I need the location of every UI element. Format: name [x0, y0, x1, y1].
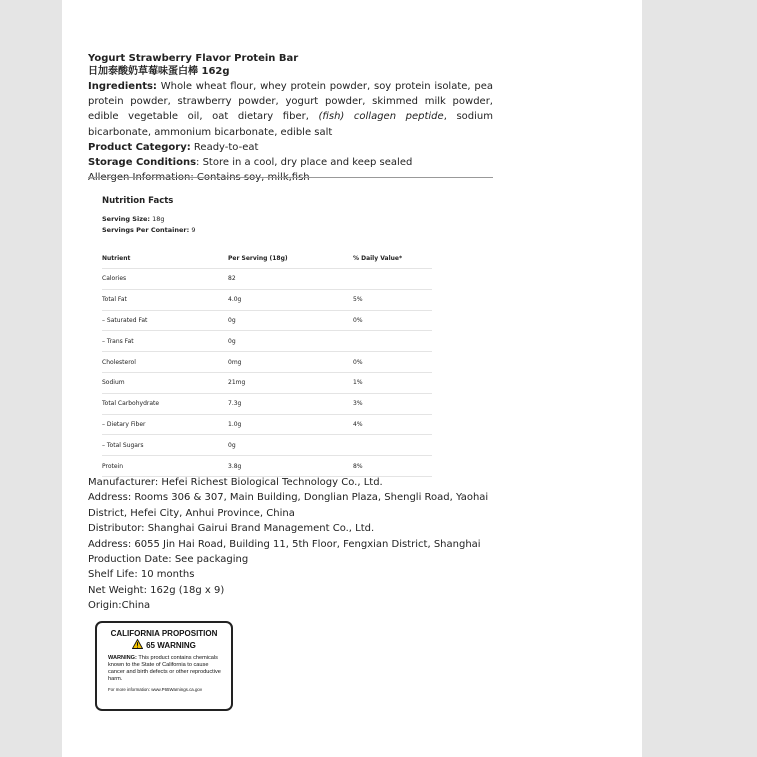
nutrient-name: Cholesterol [102, 352, 228, 373]
manufacturer-address: Address: Rooms 306 & 307, Main Building, Donglian Plaza, Shengli Road, Yaohai District, Hefei City, Anhui Province, China [88, 492, 489, 519]
nutrient-dv: 1% [353, 372, 432, 393]
nutrient-dv: 0% [353, 352, 432, 373]
product-title-zh: 日加泰酸奶草莓味蛋白棒 162g [88, 66, 230, 77]
ingredients-italic: (fish) collagen peptide [318, 111, 444, 123]
table-row [102, 435, 432, 456]
servings-label: Servings Per Container: [102, 226, 190, 234]
product-category [88, 140, 493, 155]
product-header [88, 52, 493, 185]
nutrient-amount: 0g [228, 435, 353, 456]
serving-size-label: Serving Size: [102, 215, 151, 223]
prop65-warning-label-text: WARNING: [108, 655, 137, 661]
nutrient-name: – Saturated Fat [102, 310, 228, 331]
table-row [102, 269, 432, 290]
nutrient-amount: 0g [228, 331, 353, 352]
ingredients [88, 79, 493, 140]
nutrient-amount: 1.0g [228, 414, 353, 435]
ingredients-text-2: , sodium bicarbonate, ammonium bicarbonate, edible salt [88, 111, 493, 138]
ingredients-label: Ingredients: [88, 81, 157, 92]
nutrient-name: Sodium [102, 372, 228, 393]
warning-triangle-icon [132, 639, 143, 652]
header-nutrient: Nutrient [102, 248, 228, 269]
nutrient-amount: 82 [228, 269, 353, 290]
header-daily-value: % Daily Value* [353, 248, 432, 269]
serving-size [102, 214, 432, 225]
nutrient-amount: 4.0g [228, 289, 353, 310]
prop65-subheading-row [103, 639, 225, 652]
allergen-info: Allergen Information: Contains soy, milk,fish [88, 172, 310, 184]
table-row [102, 414, 432, 435]
nutrient-dv [353, 331, 432, 352]
table-row [102, 310, 432, 331]
nutrient-dv [353, 269, 432, 290]
category-value: Ready-to-eat [190, 141, 259, 153]
prop65-subheading: 65 WARNING [146, 641, 196, 650]
nutrient-dv [353, 435, 432, 456]
prop65-more-info: For more information: www.P65Warnings.ca.gov [108, 687, 203, 692]
servings-value: 9 [189, 226, 196, 234]
company-info [88, 475, 493, 614]
nutrient-dv: 3% [353, 393, 432, 414]
storage-conditions [88, 155, 493, 170]
prop65-warning-body: This product contains chemicals known to the State of California to cause cancer and birth defects or other reproductive harm. [108, 655, 221, 682]
nutrition-title: Nutrition Facts [102, 196, 174, 206]
storage-value: : Store in a cool, dry place and keep sealed [196, 157, 413, 169]
production-date: Production Date: See packaging [88, 554, 249, 566]
nutrient-dv: 8% [353, 456, 432, 477]
nutrient-name: Protein [102, 456, 228, 477]
origin: Origin:China [88, 600, 151, 612]
header-per-serving: Per Serving (18g) [228, 248, 353, 269]
prop65-heading: CALIFORNIA PROPOSITION [110, 629, 218, 638]
table-row [102, 372, 432, 393]
nutrient-name: Total Carbohydrate [102, 393, 228, 414]
nutrient-amount: 0mg [228, 352, 353, 373]
serving-size-value: 18g [150, 215, 165, 223]
product-title-en: Yogurt Strawberry Flavor Protein Bar [88, 53, 299, 64]
nutrient-amount: 3.8g [228, 456, 353, 477]
nutrient-name: – Total Sugars [102, 435, 228, 456]
nutrient-amount: 7.3g [228, 393, 353, 414]
category-label: Product Category: [88, 141, 191, 153]
nutrient-dv: 4% [353, 414, 432, 435]
shelf-life: Shelf Life: 10 months [88, 569, 195, 581]
nutrient-amount: 0g [228, 310, 353, 331]
distributor-address: Address: 6055 Jin Hai Road, Building 11, 5th Floor, Fengxian District, Shanghai [88, 538, 481, 550]
table-row [102, 331, 432, 352]
section-divider [88, 177, 493, 178]
table-row [102, 456, 432, 477]
storage-label: Storage Conditions [88, 157, 197, 169]
nutrient-amount: 21mg [228, 372, 353, 393]
ingredients-text-1: Whole wheat flour, whey protein powder, soy protein isolate, pea protein powder, strawberry powder, yogurt powder, skimmed milk powder, edible vegetable oil, oat dietary fiber, [88, 81, 493, 123]
distributor: Distributor: Shanghai Gairui Brand Management Co., Ltd. [88, 523, 375, 535]
table-row [102, 393, 432, 414]
table-row [102, 289, 432, 310]
nutrient-dv: 5% [353, 289, 432, 310]
nutrient-name: Total Fat [102, 289, 228, 310]
nutrient-name: Calories [102, 269, 228, 290]
nutrition-table [102, 248, 432, 477]
nutrition-facts [102, 196, 432, 477]
manufacturer: Manufacturer: Hefei Richest Biological Technology Co., Ltd. [88, 477, 383, 488]
net-weight: Net Weight: 162g (18g x 9) [88, 584, 225, 596]
nutrient-dv: 0% [353, 310, 432, 331]
nutrient-name: – Dietary Fiber [102, 414, 228, 435]
table-row [102, 352, 432, 373]
nutrient-name: – Trans Fat [102, 331, 228, 352]
prop65-warning-label [95, 621, 233, 711]
servings-per-container [102, 225, 432, 236]
nutrition-header-row [102, 248, 432, 269]
prop65-warning-text [108, 655, 225, 683]
